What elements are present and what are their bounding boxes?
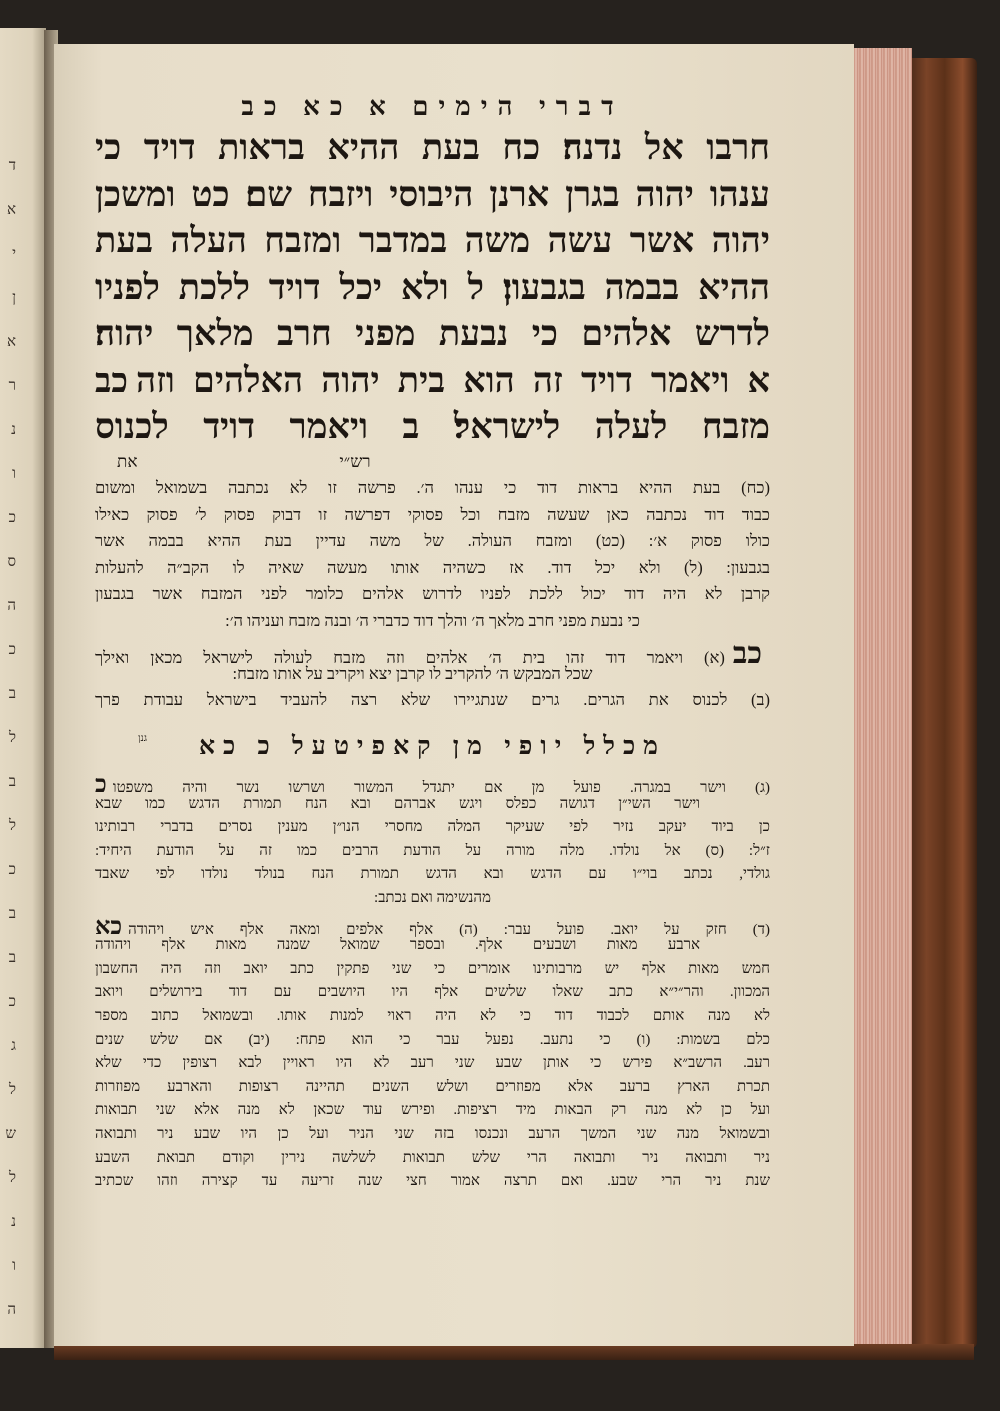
commentary-text: ועל כן לא מנה רק הבאות מיד רציפות. ופירש עוד שכאן לא מנה אלא שני תבואות xyxy=(95,1102,770,1119)
verse-text: לדרש אלהים כי נבעת מפני חרב מלאך יהוה׃ xyxy=(95,314,770,353)
verse-text: א ויאמר דויד זה הוא בית יהוה האלהים וזה xyxy=(136,360,770,400)
facing-page-fragment: ש xyxy=(5,1126,16,1142)
commentary-line xyxy=(95,1079,770,1103)
chapter-marker: כ xyxy=(95,772,107,798)
commentary-text: (ד) חזק על יואב. פועל עבר: (ה) אלף אלפים ומאה אלף איש ויהודה xyxy=(128,921,770,938)
commentary-line xyxy=(95,772,770,796)
book-cover xyxy=(905,58,977,1348)
verse-text: יהוה אשר עשה משה במדבר ומזבח העלה בעת xyxy=(95,221,770,260)
rashi-line xyxy=(95,664,770,691)
facing-page-fragment: ו xyxy=(12,1258,16,1274)
facing-page-fragment: כ xyxy=(8,994,16,1010)
cover-bottom-edge xyxy=(54,1344,974,1360)
commentary-line xyxy=(95,1032,770,1056)
facing-page-fragment: כ xyxy=(8,510,16,526)
facing-page-fragment: ב xyxy=(8,950,16,966)
michlal-yofi-commentary xyxy=(95,772,770,1197)
facing-page-fragment: י xyxy=(12,246,16,262)
main-text xyxy=(95,128,770,454)
commentary-text: כלם בשמות: (ו) כי נתעב. נפעל עבר כי הוא פתח: (יב) אם שלש שנים xyxy=(95,1031,770,1048)
verse-text: מזבח לעלה לישראל׃ ב ויאמר דויד לכנוס xyxy=(95,407,770,446)
commentary-text: ובשמואל מנה שני המשך הרעב ונכנסו בזה שני הניר ועל כן היו שבע ניר ותבואה xyxy=(95,1125,770,1142)
commentary-text: תכרת הארץ ברעב אלא מפוזרים ושלש השנים תהיינה רצופות והארבע מפוזרות xyxy=(95,1078,770,1095)
rashi-text: בגבעון: (ל) ולא יכל דוד. אז כשהיה אותו מעשה שאיה לו הקב״ה להעלות xyxy=(95,557,770,577)
rashi-line xyxy=(95,690,770,717)
rashi-line xyxy=(95,558,770,585)
commentary-line xyxy=(95,914,770,938)
facing-page-fragment: נ xyxy=(11,422,16,438)
facing-page-fragment: ב xyxy=(8,774,16,790)
facing-page-fragment: ר xyxy=(8,378,16,394)
rashi-text: (כח) בעת ההיא בראות דוד כי ענהו ה׳. פרשה זו לא נכתבה בשמואל ומשום xyxy=(95,478,770,497)
commentary-line xyxy=(95,866,770,890)
rashi-text: (ב) לכנוס את הגרים. גרים שנתגיירו שלא רצה להעביד בישראל עבודת פרך xyxy=(95,690,770,709)
rashi-heading: רש״י xyxy=(339,452,371,471)
main-text-line xyxy=(95,314,770,361)
facing-page-fragment: ל xyxy=(8,1082,16,1098)
facing-page-fragment: א xyxy=(6,202,16,218)
facing-page xyxy=(0,28,46,1348)
commentary-text: לא מנה אותם לכבוד דוד כי לא היה ראוי למנות אותו. ובשמואל כתוב מספר xyxy=(95,1007,770,1024)
commentary-text: גולדי, נכתב בוי״ו עם הדגש ובא הדגש תמורת הנח בנולד נולדו לפי שאבד xyxy=(95,866,770,883)
catchword: את xyxy=(117,452,138,471)
commentary-text: (ג) וישר במגרה. פועל מן אם יתגדל המשור ושרשו נשר והיה משפטו xyxy=(112,780,770,796)
commentary-text: מהנשימה ואם נכתב: xyxy=(374,889,491,906)
running-head: דברי הימים א כא כב xyxy=(241,92,624,121)
commentary-line xyxy=(95,1150,770,1174)
facing-page-fragment: ו xyxy=(12,466,16,482)
commentary-line xyxy=(95,984,770,1008)
rashi-line xyxy=(95,478,770,505)
verse-text: ענהו יהוה בגרן ארנן היבוסי ויזבח שם׃ כט ומשכן xyxy=(95,174,770,214)
facing-page-fragment: כ xyxy=(8,862,16,878)
commentary-line xyxy=(95,1055,770,1079)
commentary-line xyxy=(95,1102,770,1126)
commentary-line xyxy=(95,1173,770,1197)
commentary-text: ארבע מאות ושבעים אלף. ובספר שמואל שמנה מאות אלף ויהודה xyxy=(95,937,700,954)
commentary-text: המכוון. והר״י״א כתב שאלו שלשים אלף היו היושבים עם דוד בירושלים ויואב xyxy=(95,984,770,1001)
commentary-text: ז״ל: (ס) אל נולדו. מלה מורה על הודעת הרבים כמו זה על הודעת היחיד: xyxy=(95,842,770,859)
facing-page-fragment: ד xyxy=(8,158,16,174)
facing-page-fragment: ג xyxy=(11,1038,16,1054)
chapter-marker: כב xyxy=(732,637,762,670)
main-text-line xyxy=(95,268,770,315)
page-edges xyxy=(846,48,912,1344)
rashi-line xyxy=(95,505,770,532)
rashi-text: שכל המבקש ה׳ להקריב לו קרבן יצא ויקריב על אותו מזבח: xyxy=(232,663,593,683)
verse-text: ההיא בבמה בגבעון׃ ל ולא יכל דויד ללכת לפניו xyxy=(95,267,770,307)
rashi-commentary xyxy=(95,478,770,717)
commentary-line xyxy=(95,796,770,820)
main-text-line xyxy=(95,407,770,454)
rashi-line xyxy=(95,637,770,670)
commentary-superscript: גנן xyxy=(138,733,148,744)
facing-page-fragment: א xyxy=(6,334,16,350)
rashi-heading-row xyxy=(95,452,770,476)
commentary-line xyxy=(95,819,770,843)
facing-page-fragment: ן xyxy=(12,290,16,306)
rashi-text: קרבן לא היה דוד יכול ללכת לפניו לדרוש אלהים כלומר לפני המזבח אשר בגבעון xyxy=(95,584,770,603)
commentary-line xyxy=(95,1126,770,1150)
commentary-line xyxy=(95,843,770,867)
facing-page-fragment: ב xyxy=(8,686,16,702)
commentary-line xyxy=(95,890,770,914)
rashi-text: כבוד דוד נכתבה כאן שעשה מזבח וכל פסוקי דפרשה זו דבוק פסוק ל׳ פסוק כאילו xyxy=(95,504,770,524)
rashi-line xyxy=(95,531,770,558)
facing-page-fragment: ה xyxy=(7,598,16,614)
verse-text: חרבו אל נדנה׃ כח בעת ההיא בראות דויד כי xyxy=(95,128,770,167)
commentary-text: וישר השי״ן דגושה כפלס ויגש אברהם ובא הנח תמורת הדגש כמו שבא xyxy=(95,795,700,812)
commentary-text: רעב. הרשב״א פירש כי אותן שבע שני רעב לא היו ראויין לבא רצופין כדי שלא xyxy=(95,1055,770,1072)
commentary-line xyxy=(95,937,770,961)
rashi-text: (א) ויאמר דוד זהו בית ה׳ אלהים וזה מזבח לעולה לישראל מכאן ואילך xyxy=(95,648,725,667)
commentary-text: חמש מאות אלף יש מרבותינו אומרים כי שני פתקין כתב יואב וזה היה החשבון xyxy=(95,960,770,977)
chapter-marker: כב xyxy=(95,362,129,400)
main-text-line xyxy=(95,175,770,222)
main-text-line xyxy=(95,128,770,175)
commentary-heading: מכלל יופי מן קאפיטעל כ כא xyxy=(199,733,666,760)
facing-page-fragment: ל xyxy=(8,1170,16,1186)
facing-page-fragment: ה xyxy=(7,1302,16,1318)
rashi-line xyxy=(95,611,770,638)
commentary-text: ניר ותבואה ניר ותבואה הרי שלש תבואות לשלשה נירין וקודם תבואת השבע xyxy=(95,1149,770,1166)
facing-page-fragment: ל xyxy=(8,818,16,834)
facing-page-fragment: ל xyxy=(8,730,16,746)
main-text-line xyxy=(95,361,770,408)
commentary-text: שנת ניר הרי שבע. ואם תרצה אמור חצי שנה זריעה עד קצירה וזהו שכתיב xyxy=(95,1173,770,1190)
commentary-line xyxy=(95,1008,770,1032)
chapter-marker: כא xyxy=(95,913,123,940)
commentary-text: כן ביוד יעקב נזיר לפי שעיקר המלה מחסרי הנו״ן מענין נסרים בדברי רבותינו xyxy=(95,819,770,836)
facing-page-fragment: ס xyxy=(7,554,16,570)
facing-page-fragment: כ xyxy=(8,642,16,658)
main-text-line xyxy=(95,221,770,268)
facing-page-fragment: נ xyxy=(11,1214,16,1230)
rashi-line xyxy=(95,584,770,611)
rashi-text: כי נבעת מפני חרב מלאך ה׳ והלך דוד כדברי ה׳ ובנה מזבח ועניהו ה׳: xyxy=(225,610,640,630)
facing-page-fragment: ב xyxy=(8,906,16,922)
commentary-line xyxy=(95,961,770,985)
rashi-text: כולו פסוק א׳: (כט) ומזבח העולה. של משה עדיין בעת ההיא בבמה אשר xyxy=(95,531,770,550)
